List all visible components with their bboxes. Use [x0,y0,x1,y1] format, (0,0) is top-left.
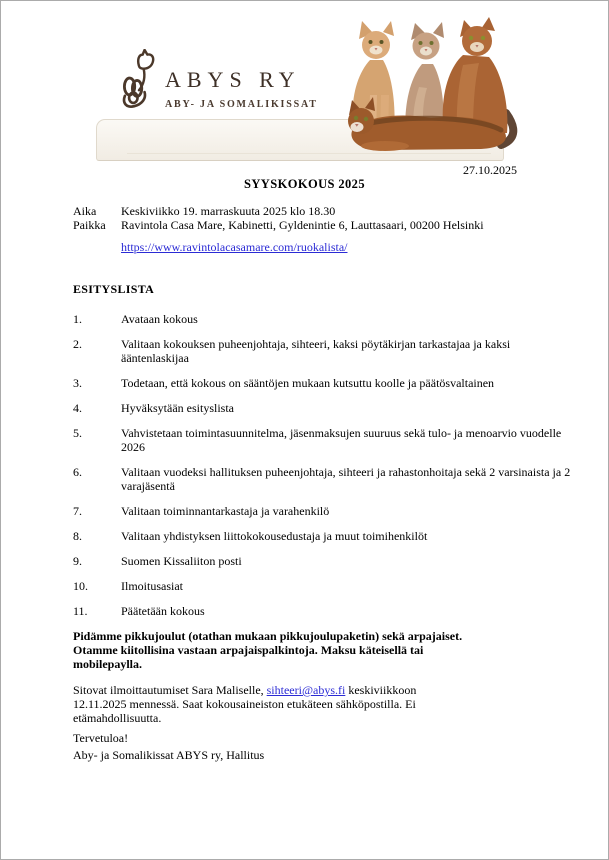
agenda-item [73,604,573,618]
abyssinian-cats-photo [323,15,518,153]
agenda-item [73,401,573,415]
signup-text: keskiviikkoon [345,683,417,697]
agenda-item-number: 11. [73,604,88,618]
signup-note [73,683,573,725]
signup-text: Sitovat ilmoittautumiset Sara Maliselle, [73,683,267,697]
agenda-item [73,426,573,454]
agenda-item-text: Avataan kokous [121,312,198,326]
document-title: SYYSKOKOUS 2025 [244,177,365,191]
agenda-item-number: 6. [73,465,82,479]
agenda-item-text: Valitaan toiminnantarkastaja ja varahenkilö [121,504,330,518]
agenda-item [73,312,573,326]
restaurant-menu-link[interactable]: https://www.ravintolacasamare.com/ruokalista/ [121,240,348,254]
agenda-item-number: 3. [73,376,82,390]
agenda-item-text: Vahvistetaan toimintasuunnitelma, jäsenmaksujen suuruus sekä tulo- ja menoarvio vuodelle 2026 [121,426,562,454]
secretary-email-link[interactable]: sihteeri@abys.fi [266,683,346,697]
agenda-item-text: Hyväksytään esityslista [121,401,234,415]
agenda-item [73,554,573,568]
party-note-line: Pidämme pikkujoulut (otathan mukaan pikkujoulupaketin) sekä arpajaiset. [73,629,463,643]
document-date: 27.10.2025 [463,163,517,177]
agenda-item-number: 1. [73,312,82,326]
agenda-item-text: Valitaan kokouksen puheenjohtaja, sihteeri, kaksi pöytäkirjan tarkastajaa ja kaksi ääntenlaskijaa [121,337,511,365]
signup-line-3: etämahdollisuutta. [73,711,162,725]
agenda-item-text: Valitaan vuodeksi hallituksen puheenjohtaja, sihteeri ja rahastonhoitaja sekä 2 varsinaista ja 2 varajäsentä [121,465,571,493]
agenda-item-text: Suomen Kissaliiton posti [121,554,242,568]
agenda-item [73,337,573,365]
agenda-item-number: 5. [73,426,82,440]
agenda-item-text: Ilmoitusasiat [121,579,183,593]
org-subtitle: ABY- JA SOMALIKISSAT [165,99,318,110]
cat-logo-icon [121,49,155,109]
banner-divider [127,153,491,154]
time-value: Keskiviikko 19. marraskuuta 2025 klo 18.30 [121,204,336,218]
agenda-item [73,465,573,493]
agenda-list [73,312,573,618]
agenda-item-number: 9. [73,554,82,568]
agenda-item [73,376,573,390]
agenda-item-number: 10. [73,579,88,593]
meeting-time-row [73,204,573,218]
abys-logo [121,45,318,110]
party-note [73,629,543,671]
party-note-line: Otamme kiitollisina vastaan arpajaispalkintoja. Maksu käteisellä tai [73,643,424,657]
org-name: ABYS RY [165,67,301,92]
agenda-item-number: 7. [73,504,82,518]
agenda-item [73,504,573,518]
agenda-item [73,529,573,543]
place-value: Ravintola Casa Mare, Kabinetti, Gyldenintie 6, Lauttasaari, 00200 Helsinki [121,218,484,232]
agenda-item [73,579,573,593]
time-label: Aika [73,204,97,218]
place-label: Paikka [73,218,106,232]
signature-text: Aby- ja Somalikissat ABYS ry, Hallitus [73,748,265,762]
agenda-item-number: 4. [73,401,82,415]
party-note-line: mobilepaylla. [73,657,143,671]
menu-link-row [121,240,573,254]
signup-line-1 [73,683,573,697]
signup-line-2: 12.11.2025 mennessä. Saat kokousaineiston etukäteen sähköpostilla. Ei [73,697,416,711]
agenda-item-text: Todetaan, että kokous on sääntöjen mukaan kutsuttu koolle ja päätösvaltainen [121,376,495,390]
logo-text [165,45,318,110]
document-body [73,204,573,762]
agenda-item-number: 2. [73,337,82,351]
welcome-text: Tervetuloa! [73,731,129,745]
agenda-item-number: 8. [73,529,82,543]
meeting-place-row [73,218,573,232]
agenda-item-text: Valitaan yhdistyksen liittokokousedustaja ja muut toimihenkilöt [121,529,428,543]
agenda-item-text: Päätetään kokous [121,604,205,618]
agenda-heading: ESITYSLISTA [73,282,155,296]
